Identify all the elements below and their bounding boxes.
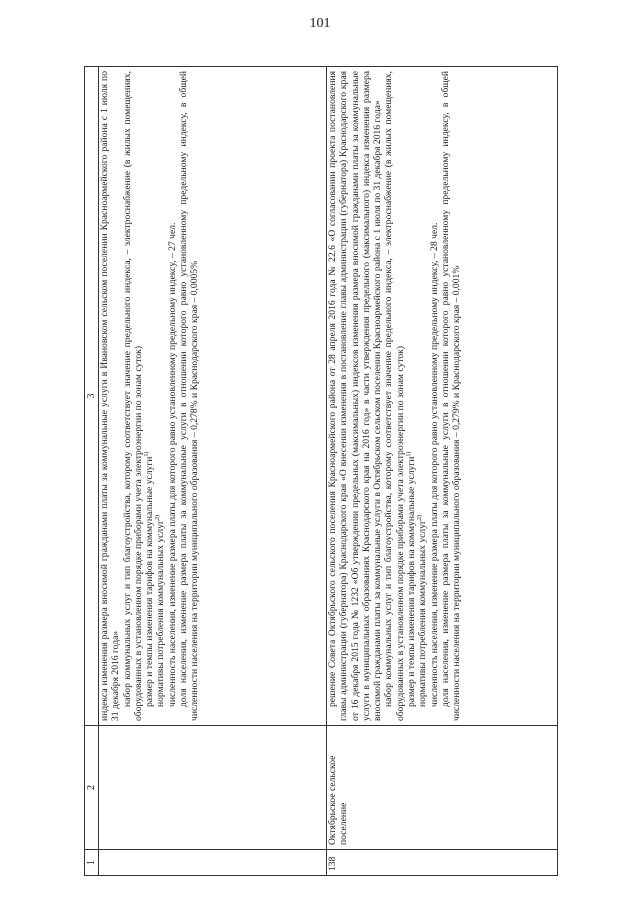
header-col-1: 1 [85, 850, 99, 876]
footnote-mark: 2) [417, 515, 424, 521]
paragraph: численность населения, изменение размера платы для которого равно установленному предельному индексу, – 28 чел. [428, 222, 440, 707]
paragraph [155, 71, 166, 721]
paragraph-text: размер и темпы изменения тарифов на коммунальные услуги [144, 456, 156, 707]
paragraph: решение Совета Октябрьского сельского поселения Красноармейского района от 28 апреля 2016 года № 22.6 «О согласовании проекта постановления главы администрации (губернатора) Краснодарского края «О внесении изменения в постановление главы администрации (губернатора) Краснодарского края от 16 декабря 2015 года № 1232 «Об утверждении предельных (максимальных) индексов изменения размера вносимой гражданами платы за коммунальные услуги в муниципальных образованиях Краснодарского края на 2016 год» в части утверждения предельного (максимального) индекса изменения размера вносимой гражданами платы за коммунальные услуги в Октябрьском сельском поселении Красноармейского района с 1 июля по 31 декабря 2016 года» [327, 71, 384, 721]
row-description [99, 67, 327, 726]
header-col-2: 2 [85, 726, 99, 850]
paragraph-text: размер и темпы изменения тарифов на коммунальные услуги [406, 456, 418, 707]
table-row [99, 67, 327, 876]
data-table [84, 66, 558, 876]
footnote-mark: 1) [144, 451, 150, 457]
paragraph [417, 71, 428, 721]
paragraph: доля населения, изменение размера платы за коммунальные услуги в отношении которого равно установленному предельному индексу, в общей численности населения на территории муниципального образования – 0,278% и Краснодарского края – 0,0005% [178, 71, 201, 721]
paragraph-text: нормативы потребления коммунальных услуг [155, 520, 167, 707]
row-number: 138 [327, 850, 558, 876]
footnote-mark: 2) [155, 515, 162, 521]
paragraph: набор коммунальных услуг и тип благоустройства, которому соответствует значение предельного индекса, – электроснабжение (в жилых помещениях, оборудованных в установленном порядке приборами учета электроэнергии по зонам суток) [121, 71, 144, 721]
paragraph [406, 71, 417, 721]
rotated-table-wrapper [84, 66, 558, 876]
footnote-mark: 1) [405, 451, 412, 457]
paragraph: доля населения, изменение размера платы за коммунальные услуги в отношении которого равно установленному предельному индексу, в общей численности населения на территории муниципального образования – 0,279% и Краснодарского края – 0,001% [439, 71, 463, 721]
municipality-name: Октябрьское сельское поселение [327, 726, 558, 850]
row-description [327, 67, 558, 726]
paragraph: численность населения, изменение размера платы для которого равно установленному предельному индексу, – 27 чел. [166, 222, 178, 707]
paragraph-text: нормативы потребления коммунальных услуг [417, 520, 429, 707]
paragraph: набор коммунальных услуг и тип благоустройства, которому соответствует значение предельного индекса, – электроснабжение (в жилых помещениях, оборудованных в установленном порядке приборами учета электроэнергии по зонам суток) [383, 71, 406, 721]
paragraph [144, 71, 155, 721]
paragraph: индекса изменения размера вносимой гражданами платы за коммунальные услуги в Ивановском сельском поселении Красноармейского района с 1 июля по 31 декабря 2016 года» [99, 71, 122, 721]
table-header-row [85, 67, 99, 876]
header-col-3: 3 [85, 67, 99, 726]
municipality-name [99, 726, 327, 850]
row-number [99, 850, 327, 876]
page-number: 101 [309, 16, 331, 31]
table-row [327, 67, 558, 876]
